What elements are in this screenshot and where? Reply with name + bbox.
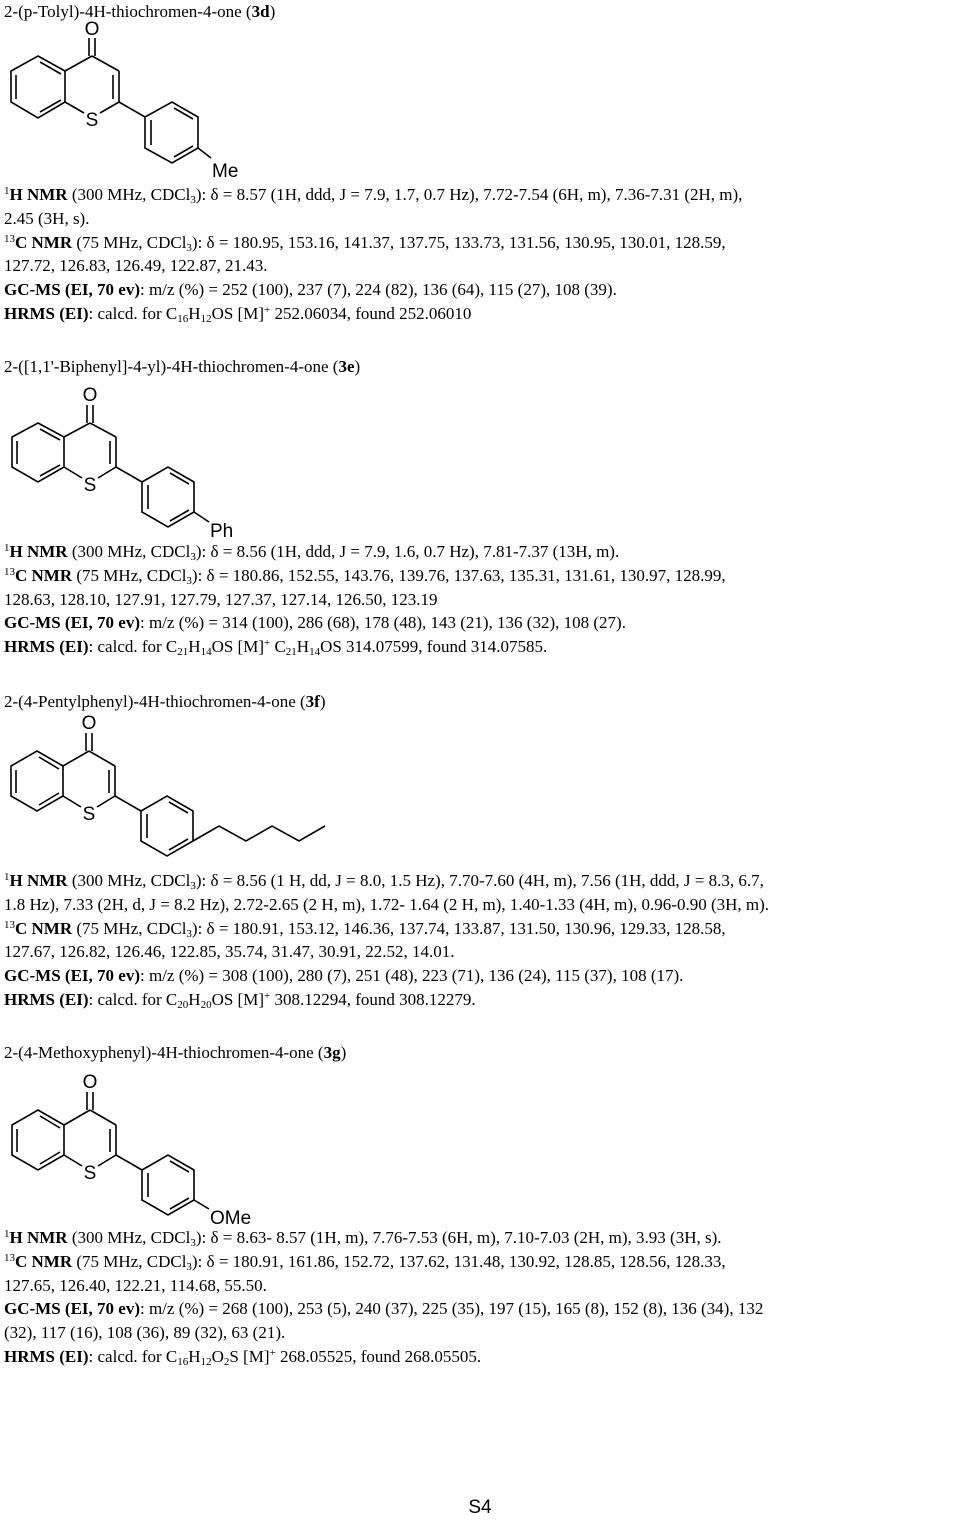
h-nmr-line: $^1$H NMR (300 MHz, CDCl$_3$): δ = 8.56 (1 H, dd, J = 8.0, 1.5 Hz), 7.70-7.60 (4H, m), 7.56 (1H, ddd, J = 8.3, 6.7, bbox=[4, 871, 764, 892]
sulfur-atom: S bbox=[83, 475, 97, 496]
spectral-data bbox=[4, 183, 956, 326]
compound-title: 2-(p-Tolyl)-4H-thiochromen-4-one (3d) bbox=[4, 2, 276, 21]
gcms-line: GC-MS (EI, 70 ev): m/z (%) = 252 (100), 237 (7), 224 (82), 136 (64), 115 (27), 108 (39). bbox=[4, 280, 617, 300]
compound-label: 3f bbox=[305, 692, 320, 711]
hrms-line: HRMS (EI): calcd. for $C_{16}H_{12}O_2S$ [M]+ 268.05525, found 268.05505. bbox=[4, 1346, 482, 1368]
substituent-label: OMe bbox=[210, 1208, 252, 1229]
chemical-structure bbox=[4, 19, 244, 182]
hrms-line: HRMS (EI): calcd. for $C_{21}H_{14}OS$ [M]+ $C_{21}H_{14}OS$ 314.07599, found 314.07585. bbox=[4, 637, 548, 659]
structure-drawing bbox=[4, 379, 244, 541]
substituent-label: Me bbox=[212, 161, 239, 182]
compound-label: 3e bbox=[338, 357, 355, 376]
c-nmr-line-cont: 127.67, 126.82, 126.46, 122.85, 35.74, 31.47, 30.91, 22.52, 14.01. bbox=[4, 942, 455, 962]
c-nmr-line-cont: 128.63, 128.10, 127.91, 127.79, 127.37, 127.14, 126.50, 123.19 bbox=[4, 589, 438, 609]
sulfur-atom: S bbox=[85, 110, 99, 131]
gcms-line: GC-MS (EI, 70 ev): m/z (%) = 268 (100), 253 (5), 240 (37), 225 (35), 197 (15), 165 (8), 152 (8), 136 (34), 132 bbox=[4, 1299, 764, 1319]
c-nmr-line: $^{13}$C NMR (75 MHz, CDCl$_3$): δ = 180.95, 153.16, 141.37, 137.75, 133.73, 131.56, 130.95, 130.01, 128.59, bbox=[4, 232, 726, 254]
compound-title: 2-([1,1'-Biphenyl]-4-yl)-4H-thiochromen-4-one (3e) bbox=[4, 357, 361, 376]
spectral-data bbox=[4, 869, 956, 1012]
c-nmr-line: $^{13}$C NMR (75 MHz, CDCl$_3$): δ = 180.91, 161.86, 152.72, 137.62, 131.48, 130.92, 128.85, 128.56, 128.33, bbox=[4, 1251, 726, 1273]
compound-title: 2-(4-Pentylphenyl)-4H-thiochromen-4-one (3f) bbox=[4, 692, 326, 711]
hrms-line: HRMS (EI): calcd. for $C_{20}H_{20}OS$ [M]+ 308.12294, found 308.12279. bbox=[4, 989, 476, 1011]
sulfur-atom: S bbox=[82, 804, 96, 825]
h-nmr-line: $^1$H NMR (300 MHz, CDCl$_3$): δ = 8.63- 8.57 (1H, m), 7.76-7.53 (6H, m), 7.10-7.03 (2H, m), 3.93 (3H, s). bbox=[4, 1228, 722, 1249]
hrms-line: HRMS (EI): calcd. for $C_{16}H_{12}OS$ [M]+ 252.06034, found 252.06010 bbox=[4, 303, 472, 325]
c-nmr-line-cont: 127.65, 126.40, 122.21, 114.68, 55.50. bbox=[4, 1275, 267, 1295]
structure-drawing bbox=[4, 712, 344, 860]
oxygen-atom: O bbox=[82, 1072, 98, 1093]
structure-drawing bbox=[4, 1064, 284, 1228]
spectral-data bbox=[4, 1226, 956, 1369]
compound-label: 3g bbox=[323, 1043, 341, 1062]
oxygen-atom: O bbox=[82, 385, 98, 406]
structure-drawing bbox=[4, 19, 244, 182]
sulfur-atom: S bbox=[83, 1163, 97, 1184]
substituent-label: Ph bbox=[210, 521, 234, 542]
spectral-data bbox=[4, 540, 956, 659]
gcms-line: GC-MS (EI, 70 ev): m/z (%) = 308 (100), 280 (7), 251 (48), 223 (71), 136 (24), 115 (37), 108 (17). bbox=[4, 966, 684, 986]
oxygen-atom: O bbox=[81, 713, 97, 734]
compound-title: 2-(4-Methoxyphenyl)-4H-thiochromen-4-one (3g) bbox=[4, 1043, 347, 1062]
h-nmr-line: $^1$H NMR (300 MHz, CDCl$_3$): δ = 8.56 (1H, ddd, J = 7.9, 1.6, 0.7 Hz), 7.81-7.37 (13H, m). bbox=[4, 542, 620, 563]
compound-label: 3d bbox=[251, 2, 270, 21]
chemical-structure bbox=[4, 379, 244, 541]
c-nmr-line-cont: 127.72, 126.83, 126.49, 122.87, 21.43. bbox=[4, 256, 268, 276]
c-nmr-line: $^{13}$C NMR (75 MHz, CDCl$_3$): δ = 180.91, 153.12, 146.36, 137.74, 133.87, 131.50, 130.96, 129.33, 128.58, bbox=[4, 918, 726, 940]
h-nmr-line-cont: 2.45 (3H, s). bbox=[4, 208, 90, 228]
gcms-line-cont: (32), 117 (16), 108 (36), 89 (32), 63 (21). bbox=[4, 1323, 286, 1343]
chemical-structure bbox=[4, 712, 344, 860]
gcms-line: GC-MS (EI, 70 ev): m/z (%) = 314 (100), 286 (68), 178 (48), 143 (21), 136 (32), 108 (27). bbox=[4, 613, 626, 633]
h-nmr-line-cont: 1.8 Hz), 7.33 (2H, d, J = 8.2 Hz), 2.72-2.65 (2 H, m), 1.72- 1.64 (2 H, m), 1.40-1.33 (4H, m), 0.96-0.90 (3H, m). bbox=[4, 894, 770, 914]
h-nmr-line: $^1$H NMR (300 MHz, CDCl$_3$): δ = 8.57 (1H, ddd, J = 7.9, 1.7, 0.7 Hz), 7.72-7.54 (6H, m), 7.36-7.31 (2H, m), bbox=[4, 185, 743, 206]
page-number: S4 bbox=[468, 1497, 492, 1518]
oxygen-atom: O bbox=[84, 19, 100, 40]
chemical-structure bbox=[4, 1064, 284, 1228]
c-nmr-line: $^{13}$C NMR (75 MHz, CDCl$_3$): δ = 180.86, 152.55, 143.76, 139.76, 137.63, 135.31, 131.61, 130.97, 128.99, bbox=[4, 565, 726, 587]
